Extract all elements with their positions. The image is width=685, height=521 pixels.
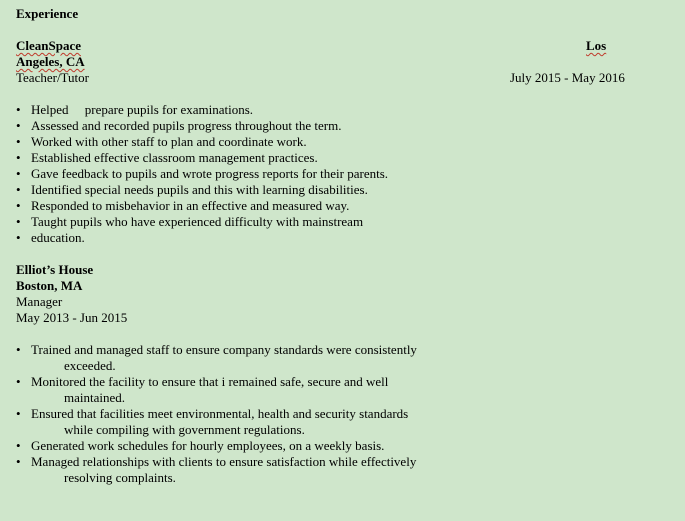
bullet-text: Identified special needs pupils and this with learning disabilities. <box>31 182 368 197</box>
job-entry-elliots-house <box>16 262 656 486</box>
bullet-text-continuation: resolving complaints. <box>64 470 176 485</box>
bullet-dot-icon: • <box>16 102 21 117</box>
bullet-text: Responded to misbehavior in an effective and measured way. <box>31 198 350 213</box>
bullet-dot-icon: • <box>16 438 21 453</box>
company-name: Elliot’s House <box>16 262 94 277</box>
bullet-text: Established effective classroom management practices. <box>31 150 318 165</box>
bullet-text: Gave feedback to pupils and wrote progress reports for their parents. <box>31 166 389 181</box>
bullet-text: Trained and managed staff to ensure company standards were consistently <box>31 342 417 357</box>
bullet-text: Generated work schedules for hourly employees, on a weekly basis. <box>31 438 385 453</box>
bullet-text-continuation: while compiling with government regulations. <box>64 422 305 437</box>
bullet-item <box>16 230 656 246</box>
bullet-dot-icon: • <box>16 374 21 389</box>
bullet-item <box>16 438 656 454</box>
bullet-item <box>16 214 656 230</box>
resume-experience-section <box>16 6 656 486</box>
bullet-item <box>16 182 656 198</box>
bullet-dot-icon: • <box>16 214 21 229</box>
bullet-dot-icon: • <box>16 182 21 197</box>
bullet-text: Ensured that facilities meet environmental, health and security standards <box>31 406 409 421</box>
bullet-item <box>16 134 656 150</box>
company-name: CleanSpace <box>16 38 81 53</box>
bullet-item <box>16 406 656 438</box>
bullet-dot-icon: • <box>16 454 21 469</box>
location-text: Boston, MA <box>16 278 83 293</box>
bullet-dot-icon: • <box>16 406 21 421</box>
bullet-text: Managed relationships with clients to ensure satisfaction while effectively <box>31 454 417 469</box>
bullet-item <box>16 198 656 214</box>
bullet-dot-icon: • <box>16 198 21 213</box>
job-dates: July 2015 - May 2016 <box>510 70 625 85</box>
bullet-item <box>16 102 656 118</box>
section-heading: Experience <box>16 6 79 21</box>
bullet-item <box>16 150 656 166</box>
bullet-dot-icon: • <box>16 118 21 133</box>
bullet-item <box>16 166 656 182</box>
bullet-dot-icon: • <box>16 230 21 245</box>
bullet-text: education. <box>31 230 85 245</box>
bullet-dot-icon: • <box>16 342 21 357</box>
bullet-item <box>16 342 656 374</box>
job-title: Teacher/Tutor <box>16 70 89 85</box>
bullet-list <box>16 102 656 246</box>
bullet-text: Worked with other staff to plan and coordinate work. <box>31 134 307 149</box>
bullet-item <box>16 454 656 486</box>
job-title: Manager <box>16 294 63 309</box>
bullet-item <box>16 118 656 134</box>
bullet-text: Monitored the facility to ensure that i remained safe, secure and well <box>31 374 389 389</box>
bullet-dot-icon: • <box>16 166 21 181</box>
bullet-text-continuation: maintained. <box>64 390 126 405</box>
job-entry-cleanspace <box>16 38 656 246</box>
bullet-text-continuation: exceeded. <box>64 358 116 373</box>
location-city-part: Los <box>586 38 607 53</box>
bullet-text: Assessed and recorded pupils progress throughout the term. <box>31 118 342 133</box>
bullet-text: Helped prepare pupils for examinations. <box>31 102 254 117</box>
location-text: Angeles, CA <box>16 54 85 69</box>
bullet-dot-icon: • <box>16 150 21 165</box>
bullet-dot-icon: • <box>16 134 21 149</box>
bullet-item <box>16 374 656 406</box>
job-dates: May 2013 - Jun 2015 <box>16 310 128 325</box>
bullet-text: Taught pupils who have experienced difficulty with mainstream <box>31 214 364 229</box>
bullet-list <box>16 342 656 486</box>
